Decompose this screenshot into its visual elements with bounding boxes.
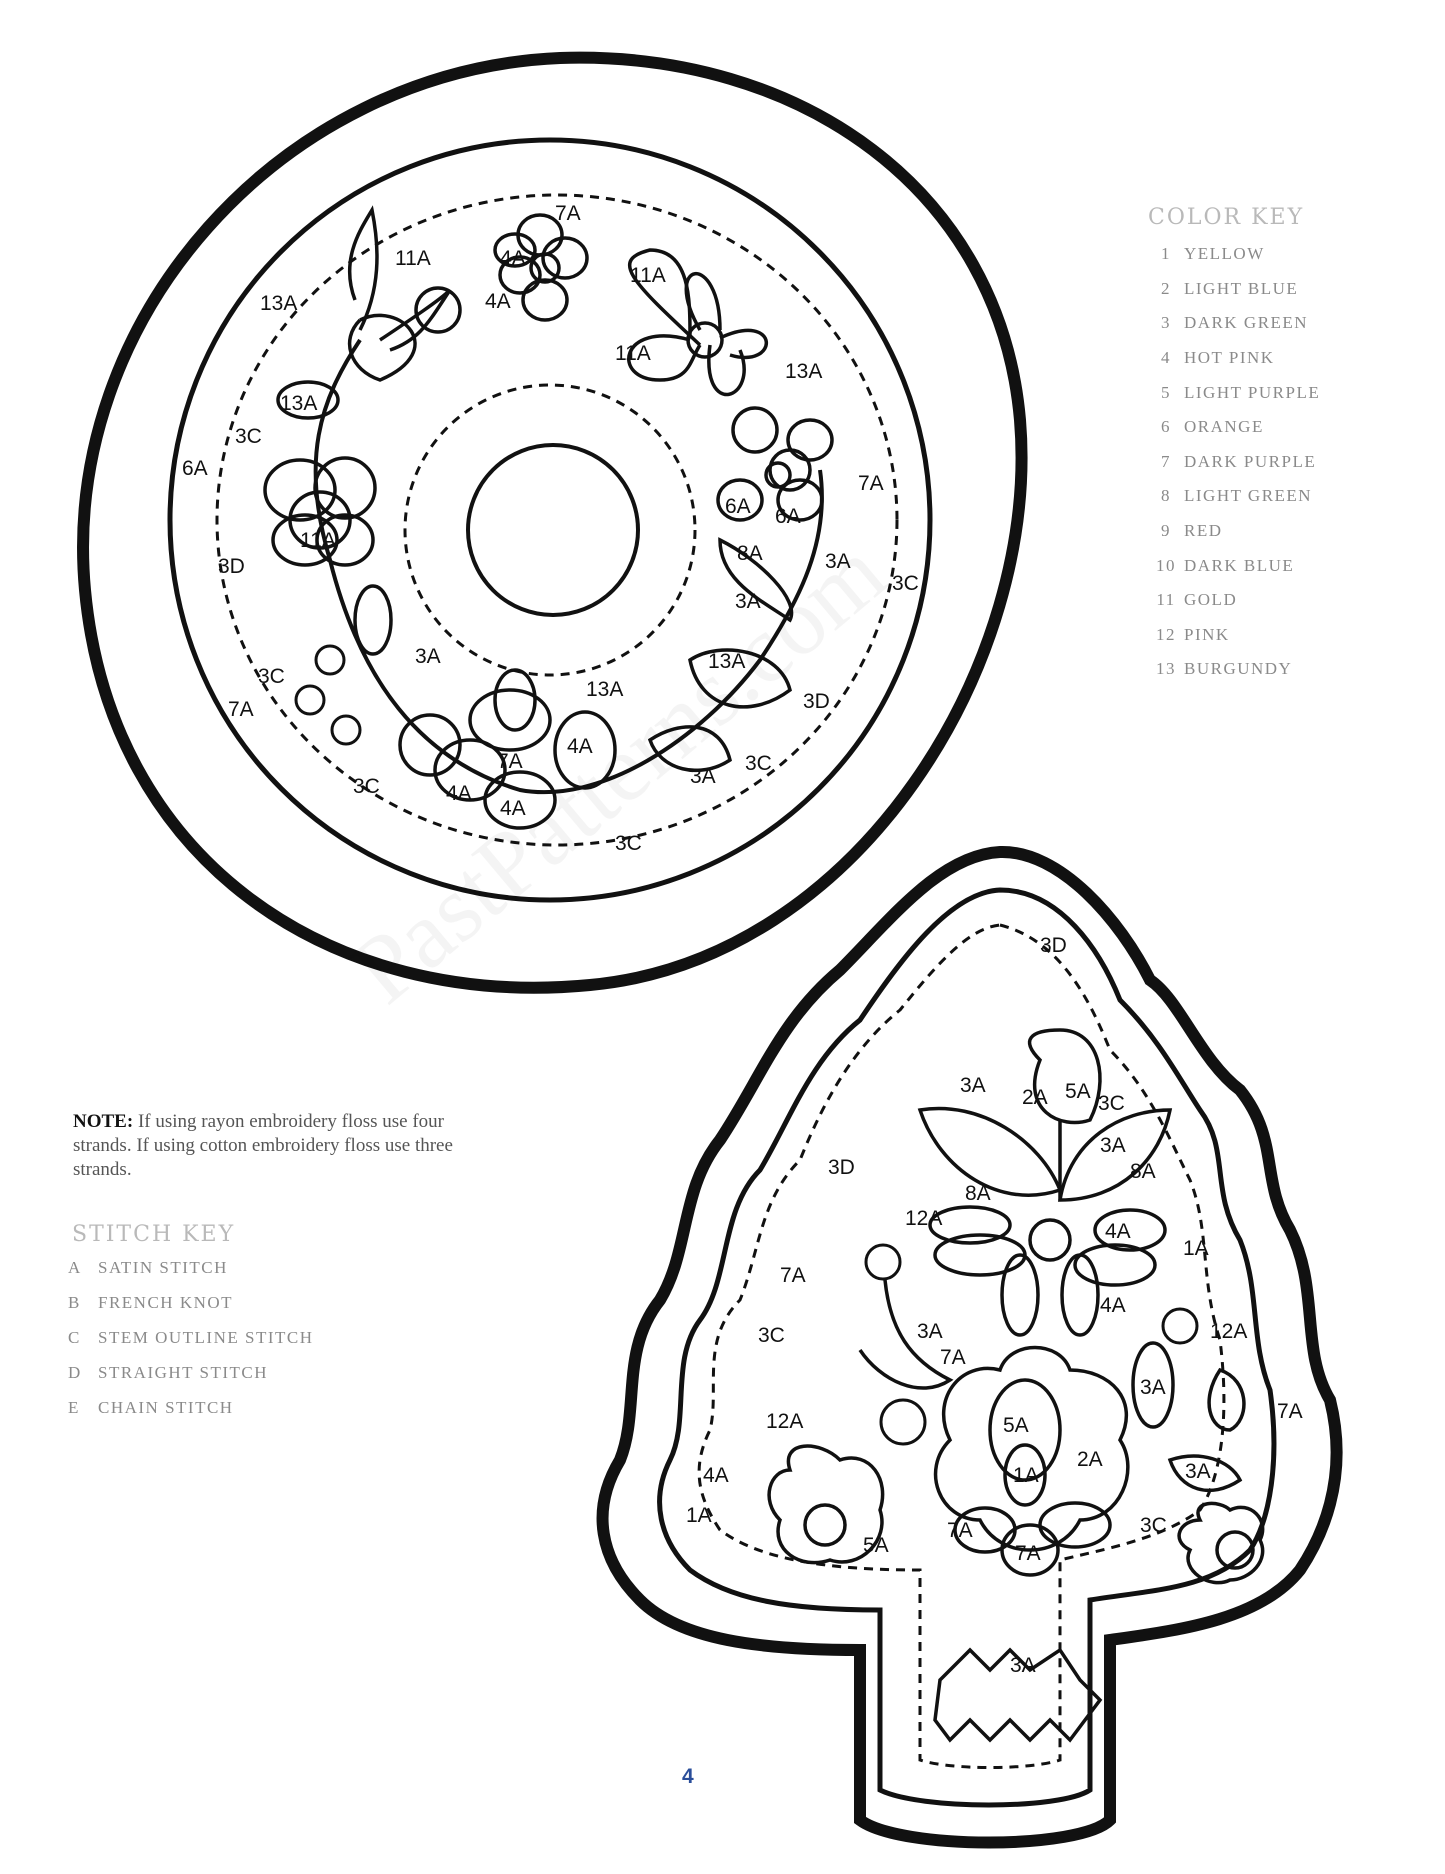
tree-label: 3A: [1100, 1134, 1126, 1157]
tree-label: 5A: [1003, 1414, 1029, 1437]
plate-label: 3D: [803, 690, 830, 713]
tree-label: 3D: [1040, 934, 1067, 957]
plate-label: 4A: [500, 797, 526, 820]
stitch-key: [68, 1250, 313, 1425]
plate-label: 3C: [235, 425, 262, 448]
tree-label: 3C: [758, 1324, 785, 1347]
plate-label: 3C: [353, 775, 380, 798]
plate-label: 13A: [280, 392, 318, 415]
tree-label: 4A: [1105, 1220, 1131, 1243]
tree-label: 5A: [863, 1534, 889, 1557]
stitch-key-item: E CHAIN STITCH: [68, 1397, 234, 1417]
plate-label: 3D: [218, 555, 245, 578]
color-key-item: 3 DARK GREEN: [1161, 313, 1309, 333]
color-key-item: 7 DARK PURPLE: [1161, 451, 1317, 471]
tree-label: 5A: [1065, 1080, 1091, 1103]
color-key-item: 1 YELLOW: [1161, 244, 1265, 264]
color-key-item: 8 LIGHT GREEN: [1161, 486, 1313, 506]
note: [73, 1110, 493, 1182]
plate-label: 3C: [615, 832, 642, 855]
tree-label: 3A: [1010, 1654, 1036, 1677]
tree-label: 4A: [1100, 1294, 1126, 1317]
tree-label: 12A: [1210, 1320, 1248, 1343]
tree-leaf-right-small: [1209, 1370, 1244, 1430]
color-key-item: 11 GOLD: [1156, 590, 1238, 610]
stitch-key-item: C STEM OUTLINE STITCH: [68, 1327, 314, 1347]
tree-pattern: [603, 852, 1337, 1843]
plate-label: 4A: [485, 290, 511, 313]
plate-label: 3A: [690, 765, 716, 788]
plate-label: 3A: [825, 550, 851, 573]
plate-label: 7A: [555, 202, 581, 225]
tree-label: 7A: [1277, 1400, 1303, 1423]
color-key-item: 4 HOT PINK: [1161, 348, 1275, 368]
color-key-item: 10 DARK BLUE: [1156, 555, 1295, 575]
tree-outer-edge: [603, 852, 1337, 1843]
tree-label: 3A: [917, 1320, 943, 1343]
plate-label: 3C: [745, 752, 772, 775]
color-key-item: 9 RED: [1161, 521, 1223, 541]
tree-label: 8A: [965, 1182, 991, 1205]
plate-dot-c: [332, 716, 360, 744]
tree-label: 3A: [960, 1074, 986, 1097]
plate-dot-b: [296, 686, 324, 714]
plate-label: 6A: [725, 495, 751, 518]
color-key-item: 6 ORANGE: [1161, 417, 1264, 437]
plate-label: 13A: [708, 650, 746, 673]
plate-leaf-small: [355, 586, 391, 654]
tree-label: 3C: [1098, 1092, 1125, 1115]
plate-center: [468, 445, 638, 615]
plate-leaf-branch: [278, 210, 450, 418]
plate-label: 7A: [858, 472, 884, 495]
tree-label: 3A: [1140, 1376, 1166, 1399]
stitch-key-item: D STRAIGHT STITCH: [68, 1362, 268, 1382]
color-key-item: 13 BURGUNDY: [1156, 659, 1293, 679]
color-key: [1148, 237, 1388, 687]
plate-label: 11A: [615, 342, 651, 365]
tree-dot-left: [881, 1400, 925, 1444]
plate-label: 11A: [630, 264, 666, 287]
tree-label: 4A: [703, 1464, 729, 1487]
plate-label: 4A: [500, 247, 526, 270]
plate-label: 13A: [260, 292, 298, 315]
tree-label: 12A: [766, 1410, 804, 1433]
tree-label: 12A: [905, 1207, 943, 1230]
tree-top-leaf: [1030, 1030, 1100, 1200]
plate-label: 3C: [258, 665, 285, 688]
note-text: If using rayon embroidery floss use four strands. If using cotton embroidery floss use three strands.: [73, 1111, 453, 1180]
plate-label: 3A: [415, 645, 441, 668]
tree-label: 3A: [1185, 1460, 1211, 1483]
plate-label: 3C: [892, 572, 919, 595]
color-key-item: 12 PINK: [1156, 624, 1230, 644]
stitch-key-item: B FRENCH KNOT: [68, 1292, 234, 1312]
tree-label: 7A: [1015, 1542, 1041, 1565]
tree-label: 2A: [1022, 1086, 1048, 1109]
color-key-item: 2 LIGHT BLUE: [1161, 278, 1299, 298]
tree-dot-top-left: [866, 1245, 900, 1279]
color-key-title: COLOR KEY: [1148, 205, 1305, 230]
page-number: 4: [682, 1765, 694, 1788]
tree-label: 3C: [1140, 1514, 1167, 1537]
plate-label: 7A: [228, 698, 254, 721]
tree-label: 8A: [1130, 1160, 1156, 1183]
plate-label: 4A: [446, 782, 472, 805]
stitch-key-item: A SATIN STITCH: [68, 1257, 228, 1277]
tree-dot-right: [1163, 1309, 1197, 1343]
stitch-key-title: STITCH KEY: [72, 1222, 236, 1247]
tree-label: 2A: [1077, 1448, 1103, 1471]
plate-label: 8A: [737, 542, 763, 565]
note-label: NOTE:: [73, 1111, 134, 1132]
plate-dashed-inner: [405, 385, 695, 675]
tree-label: 7A: [780, 1264, 806, 1287]
plate-label: 4A: [567, 735, 593, 758]
tree-label: 3D: [828, 1156, 855, 1179]
tree-label: 1A: [1183, 1237, 1209, 1260]
plate-label: 11A: [300, 529, 336, 552]
plate-label: 7A: [497, 750, 523, 773]
plate-label: 6A: [775, 505, 801, 528]
plate-label: 3A: [735, 590, 761, 613]
tree-label: 1A: [686, 1504, 712, 1527]
tree-label: 1A: [1013, 1464, 1039, 1487]
plate-label: 6A: [182, 457, 208, 480]
plate-label: 13A: [586, 678, 624, 701]
color-key-item: 5 LIGHT PURPLE: [1161, 382, 1321, 402]
tree-label: 7A: [940, 1346, 966, 1369]
tree-label: 7A: [947, 1519, 973, 1542]
plate-label: 11A: [395, 247, 431, 270]
plate-label: 13A: [785, 360, 823, 383]
plate-dot-a: [316, 646, 344, 674]
